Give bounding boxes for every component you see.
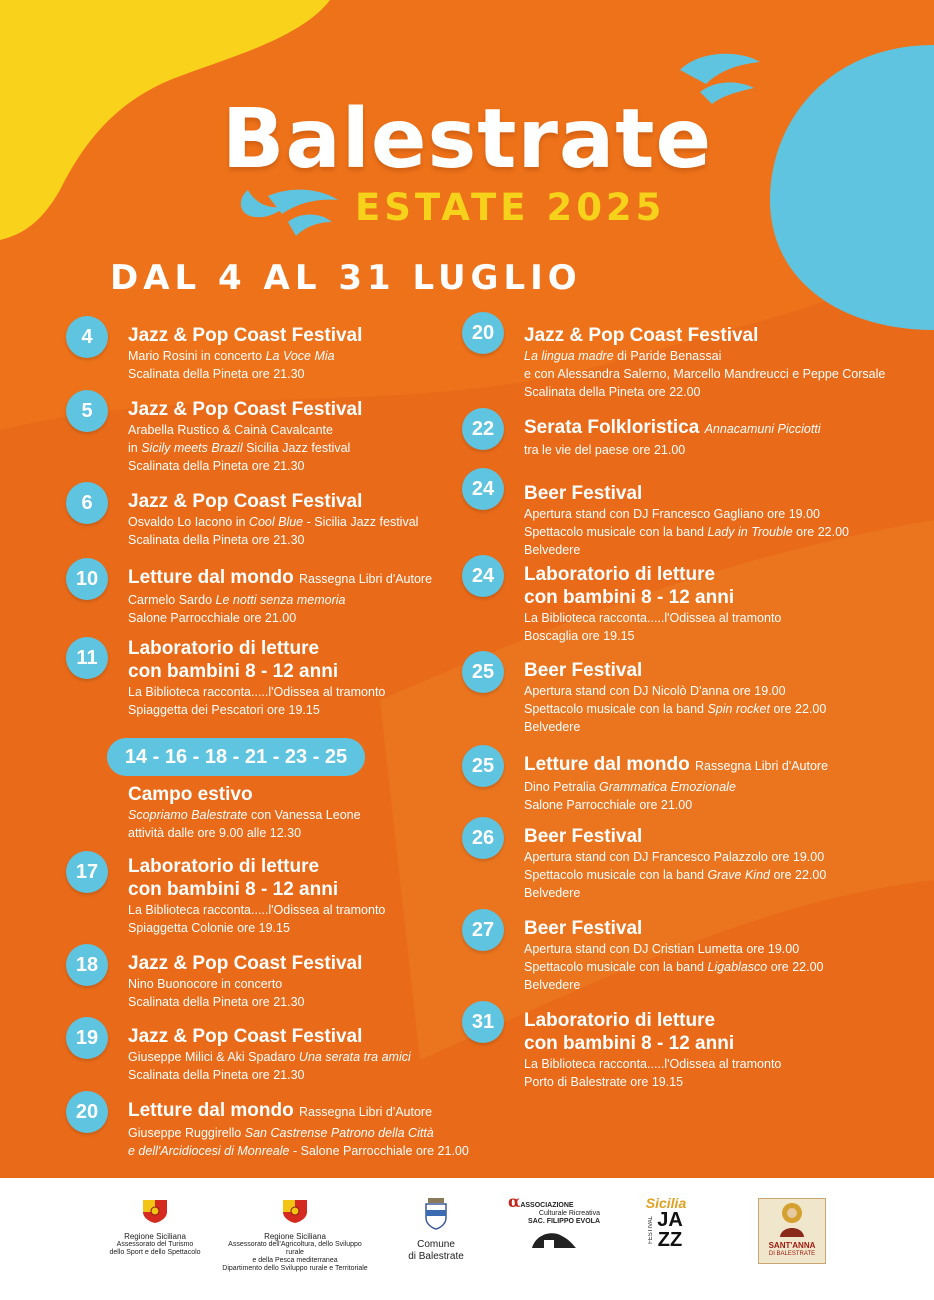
event-item [75, 1025, 411, 1084]
sicily-crest-icon [140, 1198, 170, 1224]
event-title: Jazz & Pop Coast Festival [128, 1026, 363, 1047]
event-line: Salone Parrocchiale ore 21.00 [128, 611, 297, 625]
event-line: e dell'Arcidiocesi di Monreale - Salone Parrocchiale ore 21.00 [128, 1144, 469, 1158]
day-badge: 22 [462, 408, 504, 450]
event-line: Giuseppe Ruggirello San Castrense Patrono della Città [128, 1126, 434, 1140]
event-line: La Biblioteca racconta.....l'Odissea al tramonto [128, 903, 386, 917]
event-title: Serata Folkloristica Annacamuni Picciotti [524, 417, 821, 438]
event-item [75, 855, 386, 937]
blue-splash-left [241, 190, 338, 236]
event-line: Belvedere [524, 543, 581, 557]
day-badge: 27 [462, 909, 504, 951]
logo-comune-balestrate: Comune di Balestrate [396, 1196, 476, 1263]
event-title: Letture dal mondo Rassegna Libri d'Autore [524, 754, 829, 775]
event-line: Arabella Rustico & Cainà Cavalcante [128, 423, 333, 437]
event-line: Giuseppe Milici & Aki Spadaro Una serata tra amici [128, 1050, 411, 1064]
day-badge: 4 [66, 316, 108, 358]
event-line: Scalinata della Pineta ore 21.30 [128, 459, 305, 473]
event-item [81, 398, 363, 475]
day-badge: 19 [66, 1017, 108, 1059]
event-line: Carmelo Sardo Le notti senza memoria [128, 593, 346, 607]
event-line: Belvedere [524, 720, 581, 734]
event-line: Spettacolo musicale con la band Grave Kind ore 22.00 [524, 868, 827, 882]
day-badge: 11 [66, 637, 108, 679]
event-line: tra le vie del paese ore 21.00 [524, 443, 686, 457]
event-note: Rassegna Libri d'Autore [299, 1105, 433, 1119]
event-item [471, 1009, 782, 1091]
event-title: Beer Festival [524, 660, 643, 681]
event-item [471, 322, 886, 401]
event-item [75, 566, 433, 627]
event-item [471, 753, 829, 814]
event-line: La Biblioteca racconta.....l'Odissea al tramonto [524, 1057, 782, 1071]
event-title-line2: con bambini 8 - 12 anni [128, 661, 339, 682]
saint-image-icon [775, 1201, 809, 1239]
event-item [128, 783, 361, 842]
event-line: Dino Petralia Grammatica Emozionale [524, 780, 736, 794]
municipal-crest-icon [423, 1196, 449, 1230]
poster-title: Balestrate [221, 92, 713, 187]
logo-regione-turismo: Regione Siciliana Assessorato del Turismo dello Sport e dello Spettacolo [100, 1198, 210, 1257]
event-item [471, 416, 821, 459]
logo-associazione-evola: αASSOCIAZIONE Culturale Ricreativa SAC. FILIPPO EVOLA [508, 1198, 600, 1253]
event-line: Spettacolo musicale con la band Lady in Trouble ore 22.00 [524, 525, 849, 539]
event-title: Jazz & Pop Coast Festival [128, 325, 363, 346]
event-title: Beer Festival [524, 483, 643, 504]
day-badge: 26 [462, 817, 504, 859]
day-badge: 6 [66, 482, 108, 524]
event-line: Scalinata della Pineta ore 22.00 [524, 385, 701, 399]
event-line: Belvedere [524, 978, 581, 992]
event-line: Spiaggetta Colonie ore 19.15 [128, 921, 290, 935]
event-note: Rassegna Libri d'Autore [299, 572, 433, 586]
event-item [81, 490, 419, 549]
event-line: Belvedere [524, 886, 581, 900]
event-line: Porto di Balestrate ore 19.15 [524, 1075, 684, 1089]
day-badge: 20 [66, 1091, 108, 1133]
sicily-crest-icon [280, 1198, 310, 1224]
camp-dates-pill: 14 - 16 - 18 - 21 - 23 - 25 [107, 738, 365, 776]
logo-santanna-balestrate: SANT'ANNA DI BALESTRATE [758, 1198, 826, 1264]
day-badge: 31 [462, 1001, 504, 1043]
event-item [75, 1099, 469, 1160]
event-title: Laboratorio di letture [524, 564, 716, 585]
event-line: Scalinata della Pineta ore 21.30 [128, 367, 305, 381]
event-item [471, 563, 782, 645]
day-badge: 24 [462, 555, 504, 597]
day-badge: 18 [66, 944, 108, 986]
event-title-line2: con bambini 8 - 12 anni [524, 587, 735, 608]
event-item [471, 478, 849, 559]
event-title: Letture dal mondo Rassegna Libri d'Autore [128, 1100, 433, 1121]
event-note: Annacamuni Picciotti [704, 422, 821, 436]
day-badge: 17 [66, 851, 108, 893]
event-title: Beer Festival [524, 918, 643, 939]
event-line: La Biblioteca racconta.....l'Odissea al tramonto [524, 611, 782, 625]
event-line: Apertura stand con DJ Nicolò D'anna ore 19.00 [524, 684, 786, 698]
event-line: Apertura stand con DJ Francesco Palazzolo ore 19.00 [524, 850, 825, 864]
event-line: Apertura stand con DJ Cristian Lumetta ore 19.00 [524, 942, 800, 956]
event-line: La lingua madre di Paride Benassai [524, 349, 722, 363]
event-note: Rassegna Libri d'Autore [695, 759, 829, 773]
event-title: Jazz & Pop Coast Festival [128, 491, 363, 512]
event-item [471, 659, 827, 736]
day-badge: 25 [462, 745, 504, 787]
event-title: Jazz & Pop Coast Festival [524, 325, 759, 346]
event-title-line2: con bambini 8 - 12 anni [524, 1033, 735, 1054]
event-title: Beer Festival [524, 826, 643, 847]
event-line: in Sicily meets Brazil Sicilia Jazz festival [128, 441, 351, 455]
event-line: Spettacolo musicale con la band Ligablasco ore 22.00 [524, 960, 824, 974]
association-emblem-icon [514, 1226, 594, 1250]
event-line: Mario Rosini in concerto La Voce Mia [128, 349, 335, 363]
event-line: Nino Buonocore in concerto [128, 977, 283, 991]
day-badge: 24 [462, 468, 504, 510]
event-title: Laboratorio di letture [524, 1010, 716, 1031]
event-line: La Biblioteca racconta.....l'Odissea al tramonto [128, 685, 386, 699]
event-title: Jazz & Pop Coast Festival [128, 399, 363, 420]
sponsor-footer [0, 1178, 934, 1300]
event-line: Scopriamo Balestrate con Vanessa Leone [128, 808, 361, 822]
event-line: Apertura stand con DJ Francesco Gagliano ore 19.00 [524, 507, 821, 521]
event-title: Campo estivo [128, 784, 253, 805]
event-item [81, 324, 363, 383]
date-range: DAL 4 AL 31 LUGLIO [110, 258, 582, 298]
event-line: e con Alessandra Salerno, Marcello Mandreucci e Peppe Corsale [524, 367, 886, 381]
event-line: Spiaggetta dei Pescatori ore 19.15 [128, 703, 320, 717]
event-title: Jazz & Pop Coast Festival [128, 953, 363, 974]
event-title: Laboratorio di letture [128, 638, 320, 659]
event-line: Scalinata della Pineta ore 21.30 [128, 995, 305, 1009]
day-badge: 25 [462, 651, 504, 693]
blue-circle-shape [770, 45, 934, 330]
event-line: Spettacolo musicale con la band Spin rocket ore 22.00 [524, 702, 827, 716]
event-line: Scalinata della Pineta ore 21.30 [128, 533, 305, 547]
poster-subtitle: ESTATE 2025 [355, 186, 666, 229]
event-item [75, 952, 363, 1011]
event-title: Letture dal mondo Rassegna Libri d'Autore [128, 567, 433, 588]
event-item [471, 825, 827, 902]
day-badge: 5 [66, 390, 108, 432]
event-item [76, 637, 386, 719]
event-line: Osvaldo Lo Iacono in Cool Blue - Sicilia Jazz festival [128, 515, 419, 529]
event-line: attività dalle ore 9.00 alle 12.30 [128, 826, 302, 840]
logo-sicilia-jazz-festival: Sicilia FESTIVAL JAZZ [645, 1195, 687, 1251]
event-title: Laboratorio di letture [128, 856, 320, 877]
day-badge: 20 [462, 312, 504, 354]
logo-regione-agricoltura: Regione Siciliana Assessorato dell'Agricoltura, dello Sviluppo rurale e della Pesca mediterranea Dipartimento dello Sviluppo rurale e Territoriale [222, 1198, 368, 1273]
event-line: Scalinata della Pineta ore 21.30 [128, 1068, 305, 1082]
event-title-line2: con bambini 8 - 12 anni [128, 879, 339, 900]
day-badge: 10 [66, 558, 108, 600]
event-line: Salone Parrocchiale ore 21.00 [524, 798, 693, 812]
event-item [471, 917, 824, 994]
event-line: Boscaglia ore 19.15 [524, 629, 635, 643]
